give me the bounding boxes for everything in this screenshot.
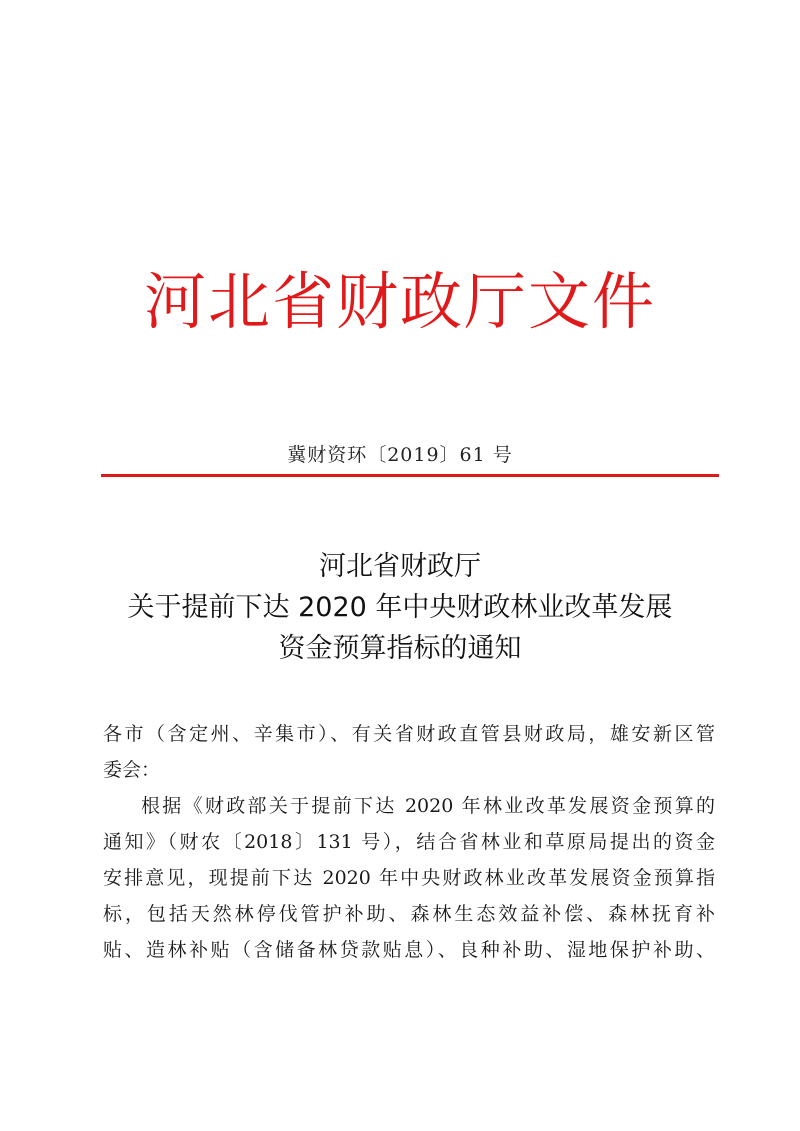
- addressee-line-2: 委会：: [103, 759, 161, 781]
- paragraph-line-4: 标，包括天然林停伐管护补助、森林生态效益补偿、森林抚育补: [103, 903, 715, 925]
- paragraph-line-1: 根据《财政部关于提前下达 2020 年林业改革发展资金预算的: [141, 795, 715, 817]
- paragraph-line-3: 安排意见，现提前下达 2020 年中央财政林业改革发展资金预算指: [103, 867, 715, 889]
- issuer-title: 河北省财政厅文件: [143, 265, 656, 338]
- addressee-line-1: 各市（含定州、辛集市）、有关省财政直管县财政局，雄安新区管: [103, 723, 715, 745]
- title-line-2: 关于提前下达 2020 年中央财政林业改革发展: [127, 592, 673, 623]
- document-number: 冀财资环〔2019〕61 号: [287, 444, 513, 466]
- title-line-1: 河北省财政厅: [319, 551, 481, 582]
- document-body: [103, 716, 715, 968]
- paragraph-line-5: 贴、造林补贴（含储备林贷款贴息）、良种补助、湿地保护补助、: [103, 939, 715, 961]
- red-divider-line: [101, 474, 719, 477]
- title-line-3: 资金预算指标的通知: [278, 633, 522, 664]
- paragraph-line-2: 通知》（财农〔2018〕131 号），结合省林业和草原局提出的资金: [103, 831, 715, 853]
- document-title: [0, 546, 800, 669]
